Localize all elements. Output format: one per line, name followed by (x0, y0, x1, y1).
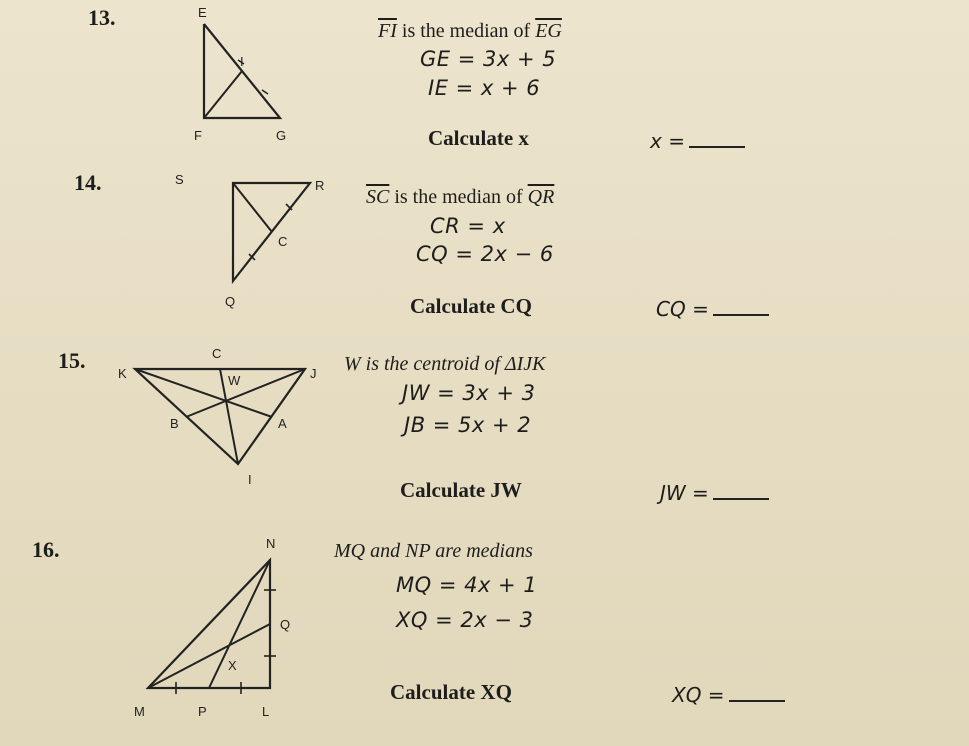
problem-15-prompt: Calculate JW (400, 478, 522, 502)
problem-14-statement (366, 186, 554, 209)
label-G: G (276, 128, 287, 143)
label-M: M (134, 704, 145, 719)
equation-XQ: XQ = 2x − 3 (396, 608, 534, 632)
problem-16-number: 16. (32, 537, 60, 562)
answer-blank[interactable] (689, 128, 745, 148)
problem-13-number: 13. (88, 5, 116, 30)
problem-13-answer (650, 128, 745, 153)
answer-label: XQ = (672, 683, 725, 707)
answer-blank[interactable] (713, 296, 769, 316)
statement-text: is the median of (401, 20, 531, 42)
problem-16-answer (672, 682, 785, 707)
problem-16-statement: MQ and NP are medians (334, 540, 533, 562)
segment-FI: $\overline{FI}$ (378, 20, 397, 42)
label-P: P (198, 704, 207, 719)
equation-CR: CR = x (430, 214, 506, 238)
label-S: S (175, 172, 184, 187)
equation-IE: IE = x + 6 (428, 76, 541, 100)
problem-15-figure (110, 338, 330, 493)
label-Q: Q (280, 617, 291, 632)
equation-JB: JB = 5x + 2 (404, 413, 532, 437)
label-E: E (198, 5, 207, 20)
equation-MQ: MQ = 4x + 1 (396, 573, 538, 597)
equation-GE: GE = 3x + 5 (420, 47, 557, 71)
problem-14-number: 14. (74, 170, 102, 195)
answer-label: JW = (660, 481, 709, 505)
statement-text: is the median of (394, 186, 523, 208)
problem-13-prompt: Calculate x (428, 126, 529, 150)
problem-14-prompt: Calculate CQ (410, 294, 532, 318)
problem-14-figure (170, 168, 340, 318)
answer-label: CQ = (656, 297, 709, 321)
segment-QR: $\overline{QR}$ (527, 186, 555, 208)
problem-14-answer (656, 296, 769, 321)
problem-13-statement (378, 20, 562, 43)
label-R: R (315, 178, 325, 193)
equation-JW: JW = 3x + 3 (402, 381, 536, 405)
problem-15-number: 15. (58, 348, 86, 373)
label-J: J (310, 366, 317, 381)
label-F: F (194, 128, 202, 143)
label-L: L (262, 704, 270, 719)
label-I: I (248, 472, 252, 487)
label-B: B (170, 416, 179, 431)
answer-label: x = (650, 129, 685, 153)
segment-EG: $\overline{EG}$ (535, 20, 562, 42)
segment-SC: $\overline{SC}$ (366, 186, 390, 208)
label-I: I (240, 54, 244, 69)
problem-15-answer (660, 480, 769, 505)
problem-13-figure (180, 0, 300, 150)
answer-blank[interactable] (713, 480, 769, 500)
equation-CQ: CQ = 2x − 6 (416, 242, 554, 266)
label-N: N (266, 536, 276, 551)
problem-15-statement: W is the centroid of ΔIJK (344, 353, 546, 375)
label-Q: Q (225, 294, 236, 309)
label-A: A (278, 416, 287, 431)
label-K: K (118, 366, 127, 381)
label-C: C (212, 346, 222, 361)
problem-16-prompt: Calculate XQ (390, 680, 512, 704)
label-C: C (278, 234, 288, 249)
label-X: X (228, 658, 237, 673)
label-W: W (228, 373, 241, 388)
answer-blank[interactable] (729, 682, 785, 702)
problem-16-figure (128, 528, 308, 738)
